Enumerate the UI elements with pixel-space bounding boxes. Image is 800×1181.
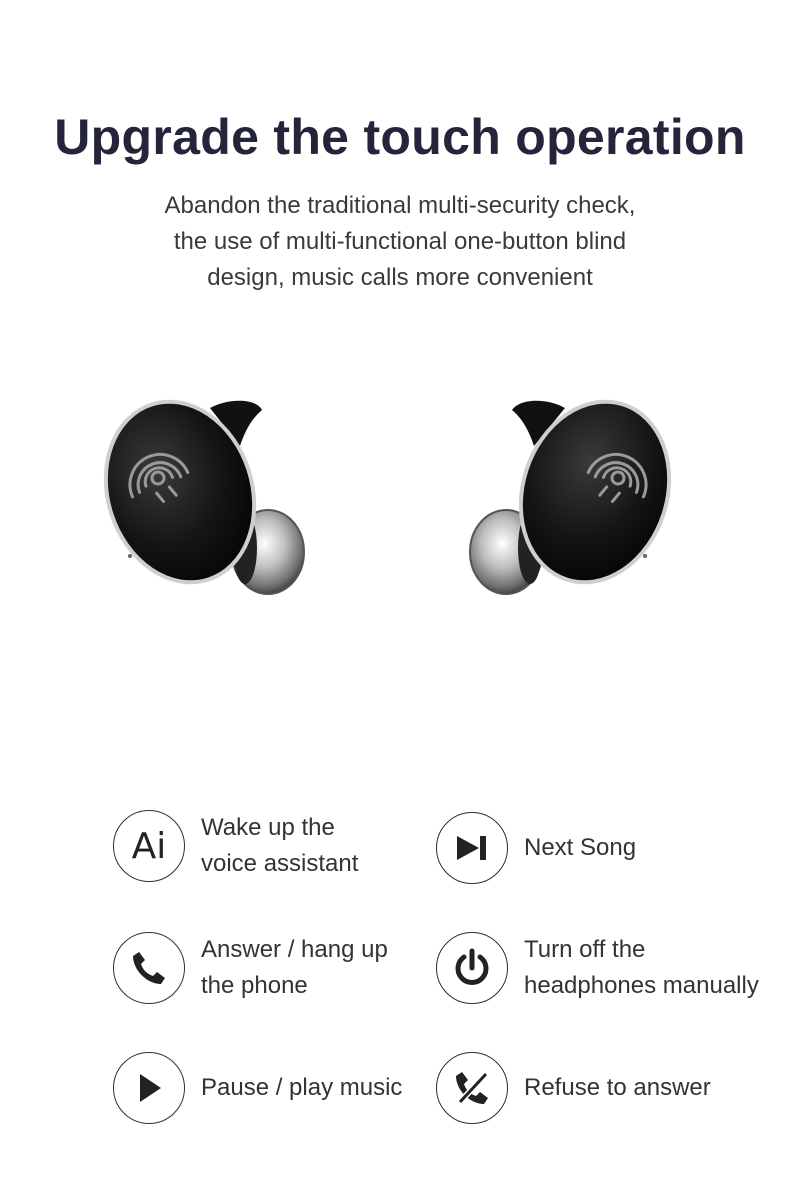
feature-label-line: voice assistant [201,850,359,877]
left-earbud [83,382,304,601]
subtitle [0,188,800,296]
phone-glyph [129,948,169,988]
phone-icon [113,932,185,1004]
next-track-glyph [455,834,489,862]
feature-label [201,810,358,882]
ai-icon [113,810,185,882]
subtitle-line: the use of multi-functional one-button blind [173,228,627,255]
feature-label-line: headphones manually [524,972,759,999]
feature-play-pause [113,1052,402,1124]
play-icon [113,1052,185,1124]
subtitle-line: design, music calls more convenient [207,264,593,291]
power-icon [436,932,508,1004]
feature-label [201,1070,402,1106]
feature-next-song [436,812,636,884]
feature-label-line: the phone [201,972,308,999]
next-track-icon [436,812,508,884]
feature-label [524,1070,711,1106]
feature-refuse-call [436,1052,711,1124]
feature-label-line: Refuse to answer [524,1074,711,1101]
feature-label [201,932,388,1004]
feature-label-line: Wake up the [201,814,335,841]
earbuds-illustration [0,380,800,640]
power-glyph [452,948,492,988]
right-earbud [470,382,692,601]
feature-power-off [436,932,759,1004]
call-reject-glyph [452,1068,492,1108]
feature-answer-call [113,932,388,1004]
subtitle-line: Abandon the traditional multi-security check, [164,192,636,219]
feature-label [524,932,759,1004]
page-headline: Upgrade the touch operation [54,109,746,165]
feature-label-line: Turn off the [524,936,646,963]
call-reject-icon [436,1052,508,1124]
feature-label [524,830,636,866]
feature-label-line: Next Song [524,834,637,861]
feature-label-line: Pause / play music [201,1074,403,1101]
ai-icon-label: Ai [131,825,167,867]
feature-voice-assistant [113,810,358,882]
play-glyph [134,1071,164,1105]
feature-label-line: Answer / hang up [201,936,388,963]
